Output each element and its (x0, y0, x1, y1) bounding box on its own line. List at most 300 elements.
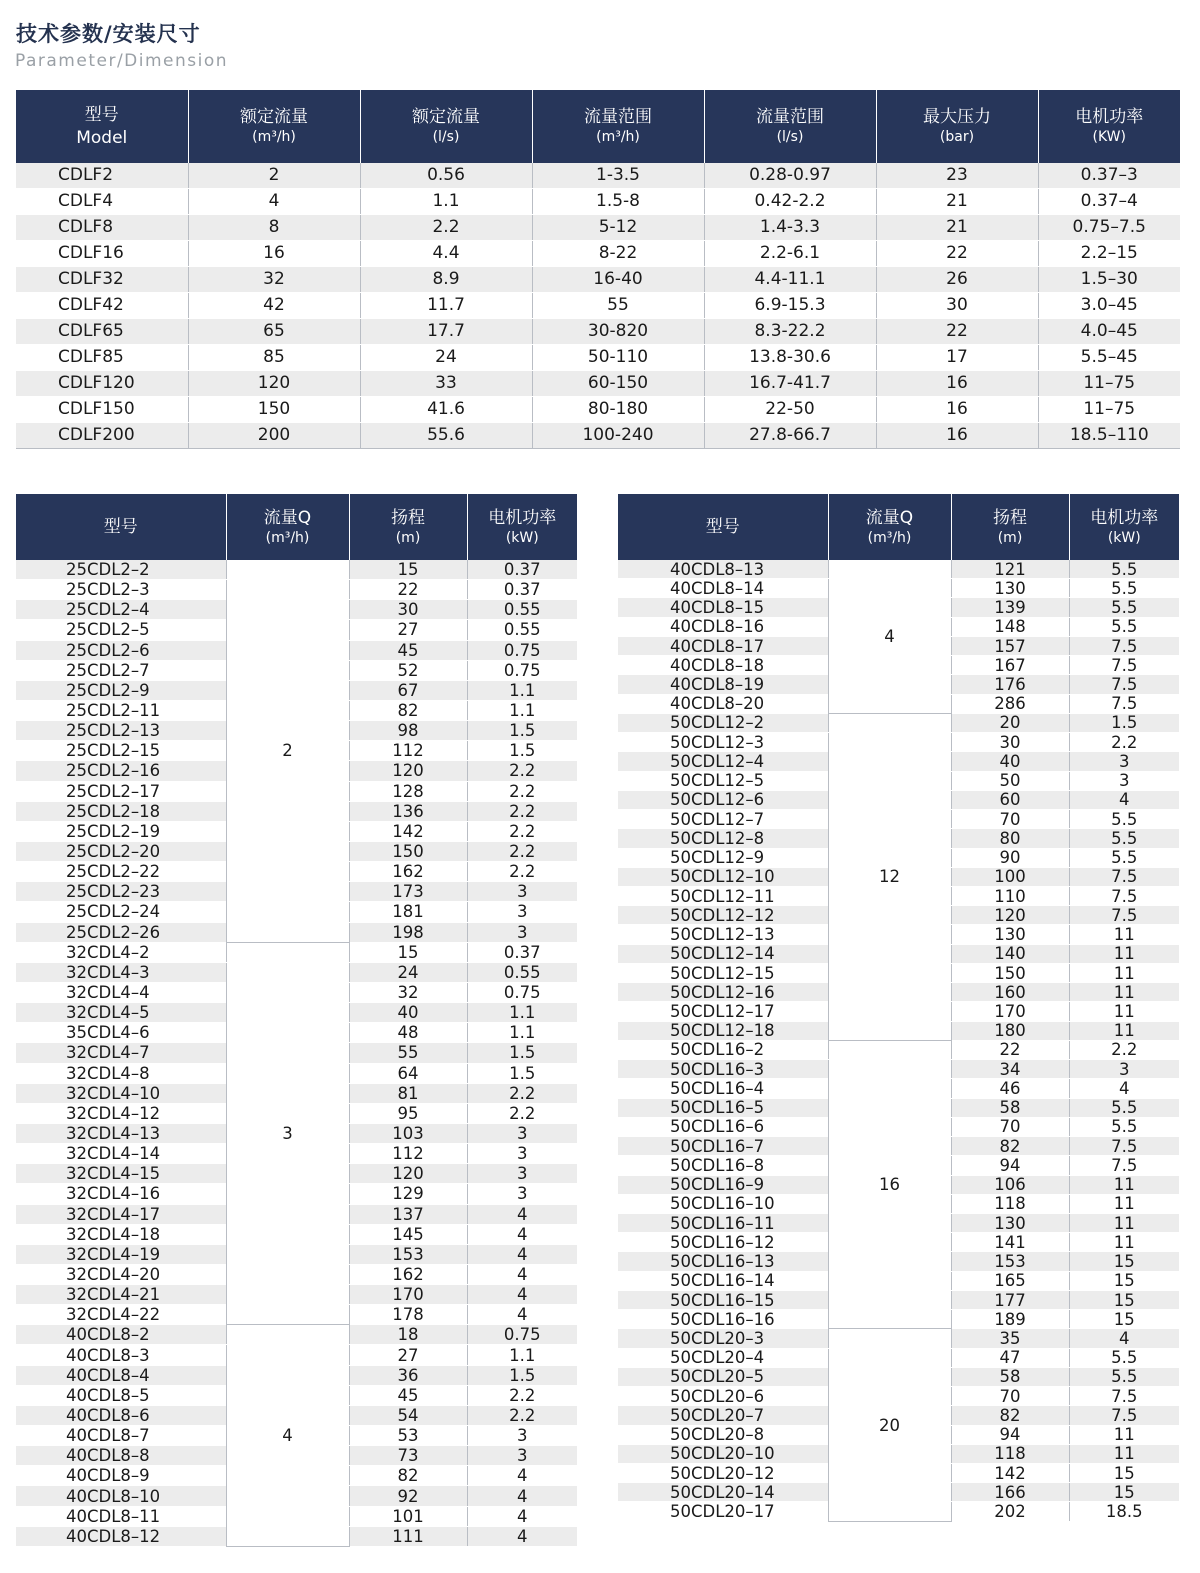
cell-head: 98 (349, 721, 467, 741)
cell-motor-power: 11 (1069, 1194, 1179, 1213)
cell-model: 50CDL16–12 (618, 1233, 828, 1252)
cell-motor-power: 1.5 (467, 1043, 577, 1063)
cell-model: 50CDL20–8 (618, 1425, 828, 1444)
cell-head: 15 (349, 942, 467, 962)
cell-motor-power: 7.5 (1069, 1156, 1179, 1175)
cell-motor-power: 7.5 (1069, 636, 1179, 655)
model-table-left (16, 494, 577, 1547)
cell-model: 50CDL12–6 (618, 790, 828, 809)
cell-model: 40CDL8–10 (16, 1486, 226, 1506)
parameter-table (16, 90, 1180, 449)
cell-head: 67 (349, 680, 467, 700)
table-row (16, 163, 1180, 189)
cell-motor-power: 3.0–45 (1038, 293, 1180, 319)
cell-motor-power: 1.1 (467, 1003, 577, 1023)
cell-rated-flow-m3h: 2 (188, 163, 360, 189)
header-flow-range-ls: 流量范围 (l/s) (704, 90, 876, 163)
cell-model: 40CDL8–2 (16, 1325, 226, 1345)
cell-model: 25CDL2–2 (16, 560, 226, 580)
cell-head: 286 (951, 694, 1069, 713)
cell-flow-range-ls: 2.2-6.1 (704, 241, 876, 267)
cell-motor-power: 11 (1069, 963, 1179, 982)
cell-motor-power: 3 (1069, 1060, 1179, 1079)
cell-motor-power: 3 (467, 1144, 577, 1164)
cell-model: 32CDL4–13 (16, 1123, 226, 1143)
cell-model: 25CDL2–22 (16, 862, 226, 882)
cell-head: 82 (349, 1466, 467, 1486)
cell-model: 40CDL8–5 (16, 1385, 226, 1405)
cell-model: 32CDL4–18 (16, 1224, 226, 1244)
cell-motor-power: 11 (1069, 925, 1179, 944)
cell-head: 189 (951, 1310, 1069, 1329)
cell-model: 40CDL8–7 (16, 1426, 226, 1446)
cell-head: 100 (951, 867, 1069, 886)
table-header-row (16, 90, 1180, 163)
cell-model: 25CDL2–23 (16, 882, 226, 902)
cell-head: 73 (349, 1446, 467, 1466)
cell-head: 165 (951, 1271, 1069, 1290)
cell-rated-flow-ls: 8.9 (360, 267, 532, 293)
cell-flow-range-m3h: 80-180 (532, 397, 704, 423)
cell-model: 50CDL20–14 (618, 1483, 828, 1502)
cell-motor-power: 0.55 (467, 962, 577, 982)
cell-motor-power: 0.75 (467, 660, 577, 680)
cell-model: 50CDL12–14 (618, 944, 828, 963)
cell-motor-power: 7.5 (1069, 1387, 1179, 1406)
cell-motor-power: 18.5–110 (1038, 423, 1180, 449)
cell-head: 36 (349, 1365, 467, 1385)
cell-motor-power: 5.5 (1069, 1098, 1179, 1117)
cell-head: 52 (349, 660, 467, 680)
cell-max-pressure: 21 (876, 189, 1038, 215)
cell-head: 129 (349, 1184, 467, 1204)
cell-rated-flow-ls: 1.1 (360, 189, 532, 215)
cell-motor-power: 1.1 (467, 680, 577, 700)
cell-model: 40CDL8–8 (16, 1446, 226, 1466)
cell-model: 50CDL16–16 (618, 1310, 828, 1329)
cell-motor-power: 15 (1069, 1464, 1179, 1483)
cell-motor-power: 2.2 (467, 1103, 577, 1123)
cell-motor-power: 1.1 (467, 1023, 577, 1043)
cell-max-pressure: 16 (876, 397, 1038, 423)
header-motor-power: 电机功率 (kW) (1069, 494, 1179, 560)
table-row (16, 345, 1180, 371)
cell-model: 50CDL12–3 (618, 733, 828, 752)
cell-head: 15 (349, 560, 467, 580)
cell-motor-power: 7.5 (1069, 1137, 1179, 1156)
table-row (16, 267, 1180, 293)
cell-flow: 4 (828, 560, 951, 713)
cell-motor-power: 3 (467, 922, 577, 942)
cell-model: CDLF4 (16, 189, 188, 215)
cell-model: 40CDL8–19 (618, 675, 828, 694)
cell-motor-power: 1.5 (467, 1365, 577, 1385)
cell-flow-range-ls: 16.7-41.7 (704, 371, 876, 397)
cell-head: 110 (951, 886, 1069, 905)
cell-head: 153 (349, 1244, 467, 1264)
table-row (16, 397, 1180, 423)
cell-model: 32CDL4–12 (16, 1103, 226, 1123)
cell-head: 53 (349, 1426, 467, 1446)
cell-rated-flow-ls: 4.4 (360, 241, 532, 267)
cell-motor-power: 0.75 (467, 982, 577, 1002)
table-row (16, 189, 1180, 215)
cell-flow: 20 (828, 1329, 951, 1521)
cell-motor-power: 4 (467, 1224, 577, 1244)
cell-rated-flow-ls: 55.6 (360, 423, 532, 449)
cell-rated-flow-m3h: 150 (188, 397, 360, 423)
cell-model: 32CDL4–22 (16, 1305, 226, 1325)
model-table-right (618, 494, 1179, 1522)
cell-model: 32CDL4–21 (16, 1285, 226, 1305)
cell-motor-power: 15 (1069, 1483, 1179, 1502)
cell-model: CDLF2 (16, 163, 188, 189)
cell-motor-power: 5.5 (1069, 579, 1179, 598)
header-motor-power: 电机功率 (kW) (467, 494, 577, 560)
cell-model: 32CDL4–4 (16, 982, 226, 1002)
cell-model: 50CDL12–5 (618, 771, 828, 790)
cell-motor-power: 11 (1069, 1444, 1179, 1463)
cell-head: 157 (951, 636, 1069, 655)
cell-flow-range-m3h: 60-150 (532, 371, 704, 397)
cell-model: 50CDL16–13 (618, 1252, 828, 1271)
cell-head: 170 (951, 1002, 1069, 1021)
table-row (16, 293, 1180, 319)
cell-flow-range-m3h: 30-820 (532, 319, 704, 345)
cell-head: 167 (951, 656, 1069, 675)
cell-motor-power: 7.5 (1069, 867, 1179, 886)
cell-head: 120 (349, 761, 467, 781)
cell-motor-power: 11–75 (1038, 397, 1180, 423)
cell-rated-flow-m3h: 32 (188, 267, 360, 293)
cell-head: 70 (951, 810, 1069, 829)
cell-flow-range-ls: 6.9-15.3 (704, 293, 876, 319)
cell-head: 142 (951, 1464, 1069, 1483)
cell-model: 50CDL20–12 (618, 1464, 828, 1483)
cell-motor-power: 4.0–45 (1038, 319, 1180, 345)
cell-rated-flow-m3h: 85 (188, 345, 360, 371)
cell-model: 50CDL12–10 (618, 867, 828, 886)
cell-motor-power: 7.5 (1069, 656, 1179, 675)
cell-motor-power: 5.5–45 (1038, 345, 1180, 371)
cell-motor-power: 4 (467, 1466, 577, 1486)
cell-model: 40CDL8–3 (16, 1345, 226, 1365)
cell-model: 25CDL2–5 (16, 620, 226, 640)
cell-head: 64 (349, 1063, 467, 1083)
cell-model: 32CDL4–10 (16, 1083, 226, 1103)
cell-motor-power: 3 (467, 882, 577, 902)
cell-model: 32CDL4–20 (16, 1264, 226, 1284)
cell-head: 137 (349, 1204, 467, 1224)
cell-head: 34 (951, 1060, 1069, 1079)
cell-motor-power: 4 (467, 1204, 577, 1224)
cell-motor-power: 7.5 (1069, 694, 1179, 713)
cell-motor-power: 5.5 (1069, 829, 1179, 848)
cell-flow-range-m3h: 16-40 (532, 267, 704, 293)
cell-head: 145 (349, 1224, 467, 1244)
cell-model: 25CDL2–19 (16, 821, 226, 841)
table-row (16, 319, 1180, 345)
cell-head: 92 (349, 1486, 467, 1506)
cell-motor-power: 4 (467, 1305, 577, 1325)
cell-motor-power: 1.5 (467, 1063, 577, 1083)
cell-model: 50CDL12–12 (618, 906, 828, 925)
cell-motor-power: 11 (1069, 1233, 1179, 1252)
table-row (16, 423, 1180, 449)
cell-head: 118 (951, 1194, 1069, 1213)
header-flow-range-m3h: 流量范围 (m³/h) (532, 90, 704, 163)
cell-head: 139 (951, 598, 1069, 617)
table-row (618, 560, 1179, 579)
cell-model: 50CDL12–15 (618, 963, 828, 982)
cell-motor-power: 18.5 (1069, 1502, 1179, 1521)
cell-model: 35CDL4–6 (16, 1023, 226, 1043)
cell-model: 25CDL2–4 (16, 600, 226, 620)
cell-model: 50CDL16–8 (618, 1156, 828, 1175)
cell-max-pressure: 22 (876, 319, 1038, 345)
cell-head: 95 (349, 1103, 467, 1123)
cell-max-pressure: 16 (876, 371, 1038, 397)
cell-model: 40CDL8–14 (618, 579, 828, 598)
cell-head: 121 (951, 560, 1069, 579)
cell-motor-power: 1.5 (467, 741, 577, 761)
cell-head: 180 (951, 1021, 1069, 1040)
cell-head: 82 (951, 1137, 1069, 1156)
cell-motor-power: 0.75–7.5 (1038, 215, 1180, 241)
cell-flow: 4 (226, 1325, 349, 1547)
cell-motor-power: 5.5 (1069, 598, 1179, 617)
cell-model: 50CDL20–5 (618, 1367, 828, 1386)
cell-flow-range-m3h: 5-12 (532, 215, 704, 241)
table-row (16, 371, 1180, 397)
cell-model: 50CDL16–6 (618, 1117, 828, 1136)
cell-head: 101 (349, 1506, 467, 1526)
cell-rated-flow-ls: 0.56 (360, 163, 532, 189)
cell-model: 25CDL2–20 (16, 841, 226, 861)
cell-head: 60 (951, 790, 1069, 809)
cell-motor-power: 4 (467, 1264, 577, 1284)
cell-motor-power: 15 (1069, 1290, 1179, 1309)
cell-max-pressure: 23 (876, 163, 1038, 189)
cell-head: 55 (349, 1043, 467, 1063)
cell-head: 198 (349, 922, 467, 942)
cell-motor-power: 4 (467, 1244, 577, 1264)
cell-motor-power: 11 (1069, 1425, 1179, 1444)
cell-motor-power: 11 (1069, 944, 1179, 963)
header-rated-flow-m3h: 额定流量 (m³/h) (188, 90, 360, 163)
cell-head: 30 (349, 600, 467, 620)
cell-model: 25CDL2–18 (16, 801, 226, 821)
cell-head: 46 (951, 1079, 1069, 1098)
cell-flow-range-ls: 8.3-22.2 (704, 319, 876, 345)
cell-model: CDLF120 (16, 371, 188, 397)
cell-model: 32CDL4–16 (16, 1184, 226, 1204)
table-row (618, 713, 1179, 732)
cell-head: 40 (349, 1003, 467, 1023)
table-row (16, 560, 577, 580)
cell-motor-power: 3 (467, 1123, 577, 1143)
cell-head: 173 (349, 882, 467, 902)
cell-motor-power: 5.5 (1069, 617, 1179, 636)
cell-model: 40CDL8–17 (618, 636, 828, 655)
cell-head: 141 (951, 1233, 1069, 1252)
cell-model: 50CDL16–10 (618, 1194, 828, 1213)
cell-model: 50CDL12–16 (618, 983, 828, 1002)
header-max-pressure: 最大压力 (bar) (876, 90, 1038, 163)
cell-model: 50CDL12–18 (618, 1021, 828, 1040)
cell-model: 50CDL16–2 (618, 1040, 828, 1059)
cell-model: 50CDL16–9 (618, 1175, 828, 1194)
cell-motor-power: 2.2 (467, 781, 577, 801)
cell-head: 24 (349, 962, 467, 982)
cell-model: CDLF8 (16, 215, 188, 241)
cell-motor-power: 4 (467, 1285, 577, 1305)
cell-flow-range-m3h: 55 (532, 293, 704, 319)
cell-flow-range-ls: 22-50 (704, 397, 876, 423)
cell-head: 112 (349, 741, 467, 761)
cell-model: 50CDL16–4 (618, 1079, 828, 1098)
table-row (618, 1040, 1179, 1059)
cell-motor-power: 5.5 (1069, 810, 1179, 829)
cell-model: 50CDL20–4 (618, 1348, 828, 1367)
cell-motor-power: 3 (467, 1446, 577, 1466)
cell-motor-power: 4 (467, 1486, 577, 1506)
cell-motor-power: 2.2 (1069, 1040, 1179, 1059)
cell-head: 47 (951, 1348, 1069, 1367)
cell-motor-power: 2.2 (1069, 733, 1179, 752)
cell-flow-range-m3h: 1.5-8 (532, 189, 704, 215)
cell-flow-range-ls: 27.8-66.7 (704, 423, 876, 449)
cell-model: 40CDL8–20 (618, 694, 828, 713)
cell-head: 170 (349, 1285, 467, 1305)
cell-head: 70 (951, 1117, 1069, 1136)
cell-flow-range-ls: 0.42-2.2 (704, 189, 876, 215)
cell-motor-power: 5.5 (1069, 1117, 1179, 1136)
cell-head: 45 (349, 1385, 467, 1405)
cell-motor-power: 3 (467, 1184, 577, 1204)
cell-motor-power: 7.5 (1069, 886, 1179, 905)
cell-head: 58 (951, 1098, 1069, 1117)
cell-motor-power: 15 (1069, 1252, 1179, 1271)
cell-motor-power: 11 (1069, 1021, 1179, 1040)
cell-motor-power: 0.75 (467, 1325, 577, 1345)
cell-motor-power: 5.5 (1069, 560, 1179, 579)
cell-motor-power: 2.2 (467, 761, 577, 781)
cell-head: 178 (349, 1305, 467, 1325)
cell-model: 32CDL4–19 (16, 1244, 226, 1264)
cell-rated-flow-m3h: 120 (188, 371, 360, 397)
cell-head: 30 (951, 733, 1069, 752)
cell-model: 50CDL12–7 (618, 810, 828, 829)
cell-head: 176 (951, 675, 1069, 694)
cell-head: 136 (349, 801, 467, 821)
cell-motor-power: 3 (467, 1426, 577, 1446)
cell-head: 103 (349, 1123, 467, 1143)
cell-motor-power: 2.2 (467, 862, 577, 882)
cell-head: 22 (349, 580, 467, 600)
cell-head: 82 (349, 700, 467, 720)
header-model: 型号 Model (16, 90, 188, 163)
cell-motor-power: 0.37 (467, 560, 577, 580)
cell-motor-power: 3 (467, 902, 577, 922)
cell-motor-power: 0.37 (467, 580, 577, 600)
header-flow: 流量Q (m³/h) (828, 494, 951, 560)
cell-head: 27 (349, 1345, 467, 1365)
cell-model: 32CDL4–2 (16, 942, 226, 962)
cell-model: 50CDL16–15 (618, 1290, 828, 1309)
cell-head: 162 (349, 862, 467, 882)
cell-head: 45 (349, 640, 467, 660)
cell-head: 162 (349, 1264, 467, 1284)
cell-model: 25CDL2–6 (16, 640, 226, 660)
cell-head: 80 (951, 829, 1069, 848)
cell-head: 130 (951, 579, 1069, 598)
cell-model: 40CDL8–9 (16, 1466, 226, 1486)
page-subtitle: Parameter/Dimension (15, 51, 229, 71)
cell-flow: 16 (828, 1040, 951, 1329)
cell-head: 130 (951, 925, 1069, 944)
cell-motor-power: 1.5 (1069, 713, 1179, 732)
cell-motor-power: 2.2 (467, 801, 577, 821)
cell-model: 40CDL8–13 (618, 560, 828, 579)
cell-motor-power: 1.5 (467, 721, 577, 741)
cell-head: 58 (951, 1367, 1069, 1386)
header-head: 扬程 (m) (951, 494, 1069, 560)
cell-rated-flow-m3h: 8 (188, 215, 360, 241)
cell-model: 50CDL12–17 (618, 1002, 828, 1021)
cell-head: 94 (951, 1425, 1069, 1444)
cell-head: 82 (951, 1406, 1069, 1425)
cell-head: 22 (951, 1040, 1069, 1059)
cell-model: CDLF65 (16, 319, 188, 345)
cell-model: 25CDL2–17 (16, 781, 226, 801)
cell-motor-power: 15 (1069, 1310, 1179, 1329)
cell-rated-flow-m3h: 4 (188, 189, 360, 215)
cell-rated-flow-ls: 33 (360, 371, 532, 397)
cell-motor-power: 4 (467, 1506, 577, 1526)
cell-motor-power: 0.37 (467, 942, 577, 962)
cell-model: 32CDL4–5 (16, 1003, 226, 1023)
cell-model: 25CDL2–26 (16, 922, 226, 942)
cell-model: 50CDL12–13 (618, 925, 828, 944)
cell-model: 25CDL2–11 (16, 700, 226, 720)
cell-model: 25CDL2–7 (16, 660, 226, 680)
cell-max-pressure: 21 (876, 215, 1038, 241)
cell-motor-power: 0.37–3 (1038, 163, 1180, 189)
cell-motor-power: 5.5 (1069, 1348, 1179, 1367)
cell-model: CDLF85 (16, 345, 188, 371)
cell-motor-power: 5.5 (1069, 1367, 1179, 1386)
cell-flow-range-m3h: 8-22 (532, 241, 704, 267)
cell-model: CDLF42 (16, 293, 188, 319)
cell-model: 50CDL16–7 (618, 1137, 828, 1156)
cell-rated-flow-m3h: 65 (188, 319, 360, 345)
cell-model: 40CDL8–11 (16, 1506, 226, 1526)
cell-head: 20 (951, 713, 1069, 732)
cell-head: 140 (951, 944, 1069, 963)
cell-rated-flow-ls: 2.2 (360, 215, 532, 241)
cell-flow: 2 (226, 560, 349, 942)
table-row (16, 215, 1180, 241)
cell-motor-power: 7.5 (1069, 906, 1179, 925)
cell-model: 25CDL2–16 (16, 761, 226, 781)
cell-model: 50CDL12–2 (618, 713, 828, 732)
cell-model: 25CDL2–3 (16, 580, 226, 600)
cell-model: 32CDL4–7 (16, 1043, 226, 1063)
cell-model: 50CDL20–17 (618, 1502, 828, 1521)
table-header-row (16, 494, 577, 560)
cell-flow: 3 (226, 942, 349, 1325)
